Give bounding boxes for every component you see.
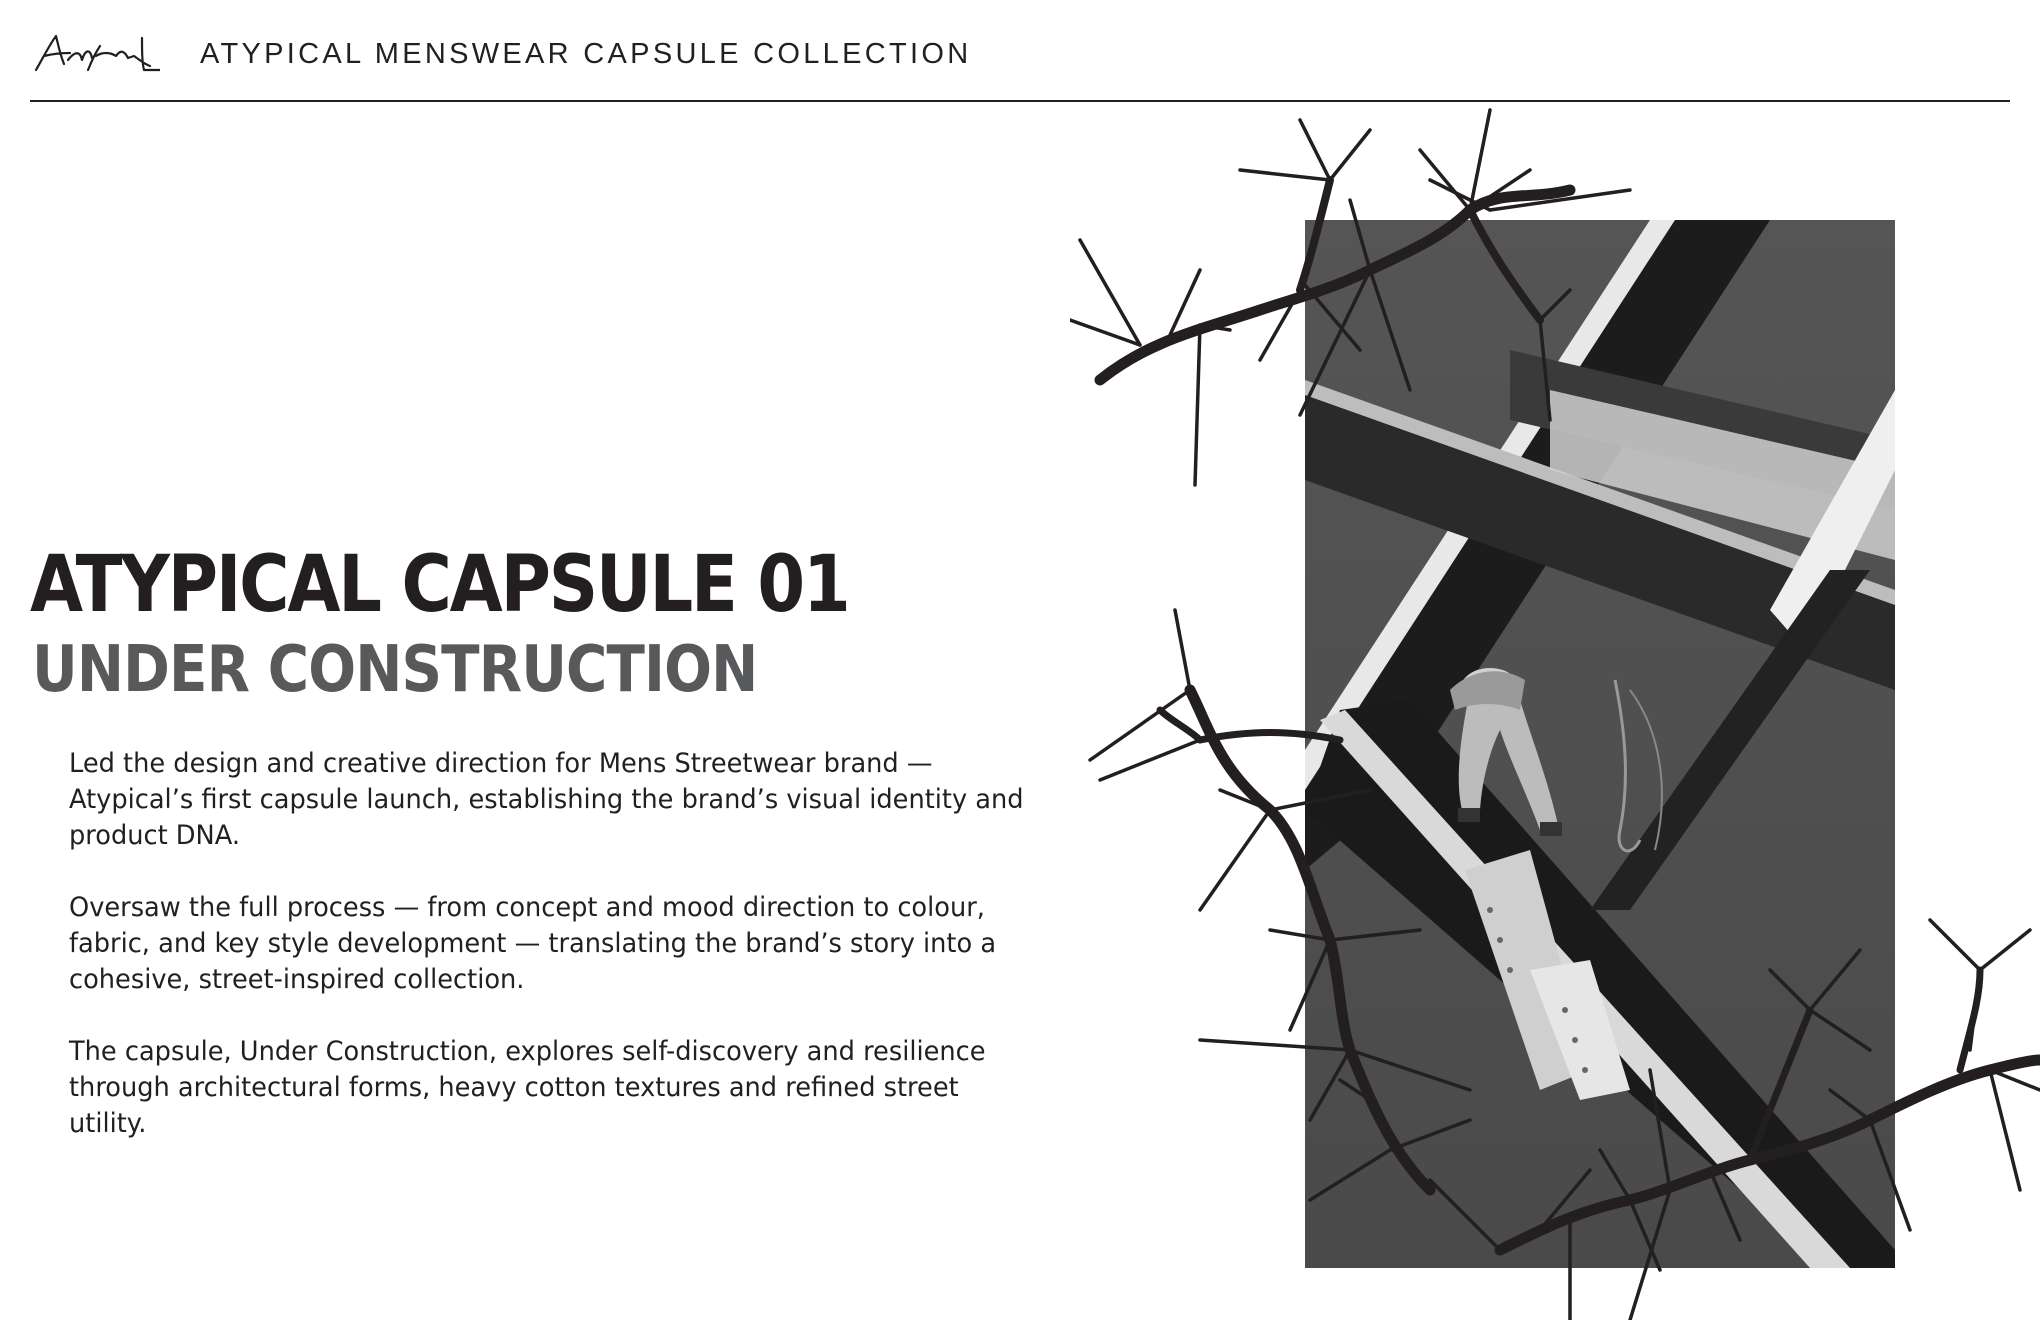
hero-visual: [1070, 90, 2040, 1320]
atypical-signature-logo: [30, 26, 160, 82]
construction-photo-collage: [1070, 90, 2040, 1320]
page-subtitle: UNDER CONSTRUCTION: [32, 633, 758, 707]
header-title: ATYPICAL MENSWEAR CAPSULE COLLECTION: [200, 38, 972, 70]
project-description: [69, 746, 1079, 1178]
description-paragraph: The capsule, Under Construction, explores self-discovery and resilience through architectural forms, heavy cotton textures and refined street utility.: [69, 1036, 986, 1139]
brand-lockup: [30, 26, 972, 82]
steel-beam-photo: [1305, 220, 1895, 1268]
description-paragraph: Led the design and creative direction for Mens Streetwear brand — Atypical’s first capsule launch, establishing the brand’s visual identity and product DNA.: [69, 748, 1024, 851]
description-paragraph: Oversaw the full process — from concept and mood direction to colour, fabric, and key style development — translating the brand’s story into a cohesive, street-inspired collection.: [69, 892, 997, 995]
page-title: ATYPICAL CAPSULE 01: [30, 540, 849, 630]
